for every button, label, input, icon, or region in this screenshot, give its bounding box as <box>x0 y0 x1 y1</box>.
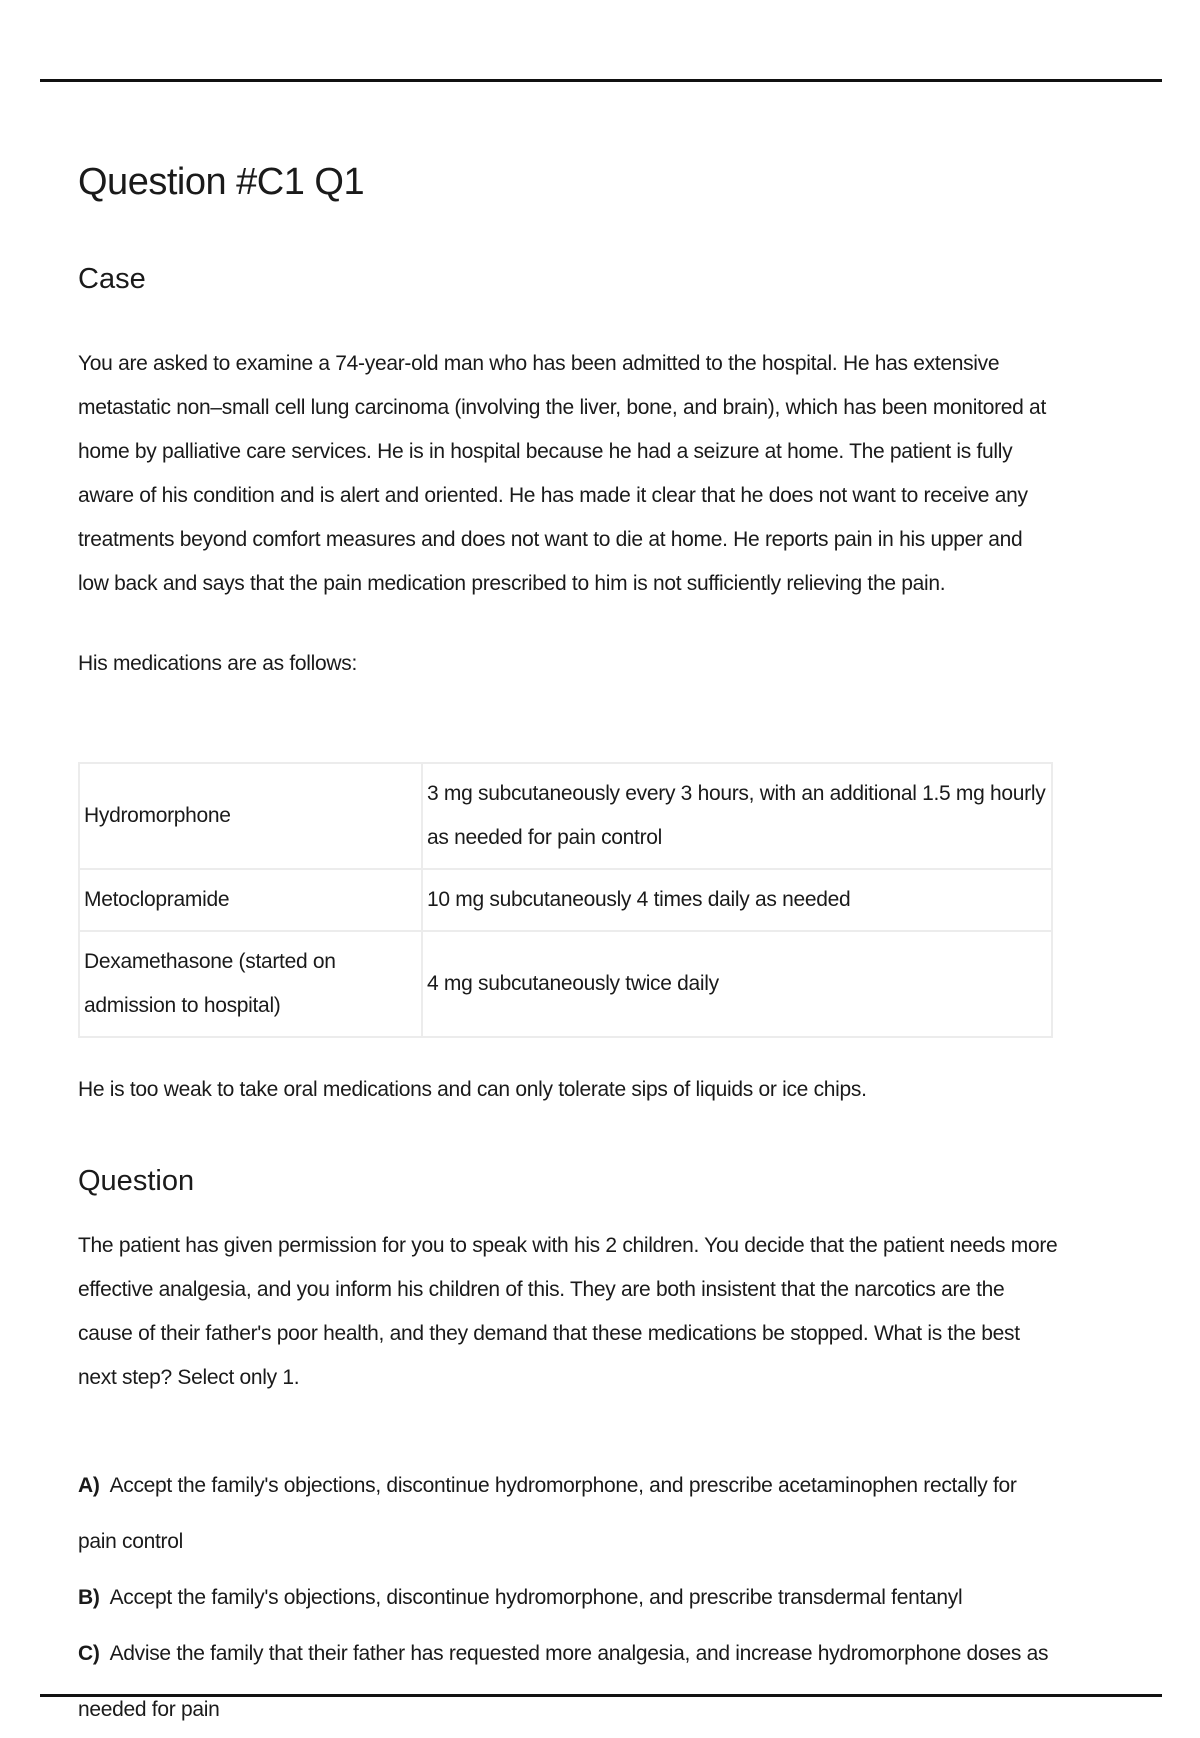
medication-name: Metoclopramide <box>79 869 422 931</box>
case-paragraph: You are asked to examine a 74-year-old man who has been admitted to the hospital. He has extensive metastatic non–small cell lung carcinoma (involving the liver, bone, and brain), which has been monitored at home by palliative care services. He is in hospital because he had a seizure at home. The patient is fully aware of his condition and is alert and oriented. He has made it clear that he does not want to receive any treatments beyond comfort measures and does not want to die at home. He reports pain in his upper and low back and says that the pain medication prescribed to him is not sufficiently relieving the pain. <box>78 352 1046 595</box>
question-heading: Question <box>78 1165 195 1197</box>
option-text: Advise the family that their father has requested more analgesia, and increase hydromorphone doses as needed for pain <box>78 1642 1049 1721</box>
option-letter: A) <box>78 1474 100 1497</box>
medication-dose: 4 mg subcutaneously twice daily <box>422 931 1052 1037</box>
medication-dose: 3 mg subcutaneously every 3 hours, with an additional 1.5 mg hourly as needed for pain control <box>422 763 1052 869</box>
medication-name: Dexamethasone (started on admission to hospital) <box>79 931 422 1037</box>
table-row <box>79 931 1052 1037</box>
case-heading: Case <box>78 263 146 295</box>
answer-option-b[interactable] <box>78 1570 1058 1626</box>
option-letter: C) <box>78 1642 100 1665</box>
question-paragraph: The patient has given permission for you to speak with his 2 children. You decide that the patient needs more effective analgesia, and you inform his children of this. They are both insistent that the narcotics are the cause of their father's poor health, and they demand that these medications be stopped. What is the best next step? Select only 1. <box>78 1234 1058 1389</box>
table-row <box>79 763 1052 869</box>
document-body <box>78 160 1058 1738</box>
bottom-divider <box>40 1694 1162 1697</box>
top-divider <box>40 79 1162 82</box>
medications-intro: His medications are as follows: <box>78 652 357 675</box>
medication-dose: 10 mg subcutaneously 4 times daily as needed <box>422 869 1052 931</box>
answer-option-c[interactable] <box>78 1626 1058 1738</box>
page-title: Question #C1 Q1 <box>78 161 365 203</box>
answer-option-a[interactable] <box>78 1458 1058 1570</box>
medications-table <box>78 762 1053 1038</box>
option-text: Accept the family's objections, discontinue hydromorphone, and prescribe transdermal fentanyl <box>109 1586 963 1609</box>
option-text: Accept the family's objections, discontinue hydromorphone, and prescribe acetaminophen rectally for pain control <box>78 1474 1017 1553</box>
table-row <box>79 869 1052 931</box>
option-letter: B) <box>78 1586 100 1609</box>
tolerance-note: He is too weak to take oral medications and can only tolerate sips of liquids or ice chips. <box>78 1078 867 1101</box>
medication-name: Hydromorphone <box>79 763 422 869</box>
